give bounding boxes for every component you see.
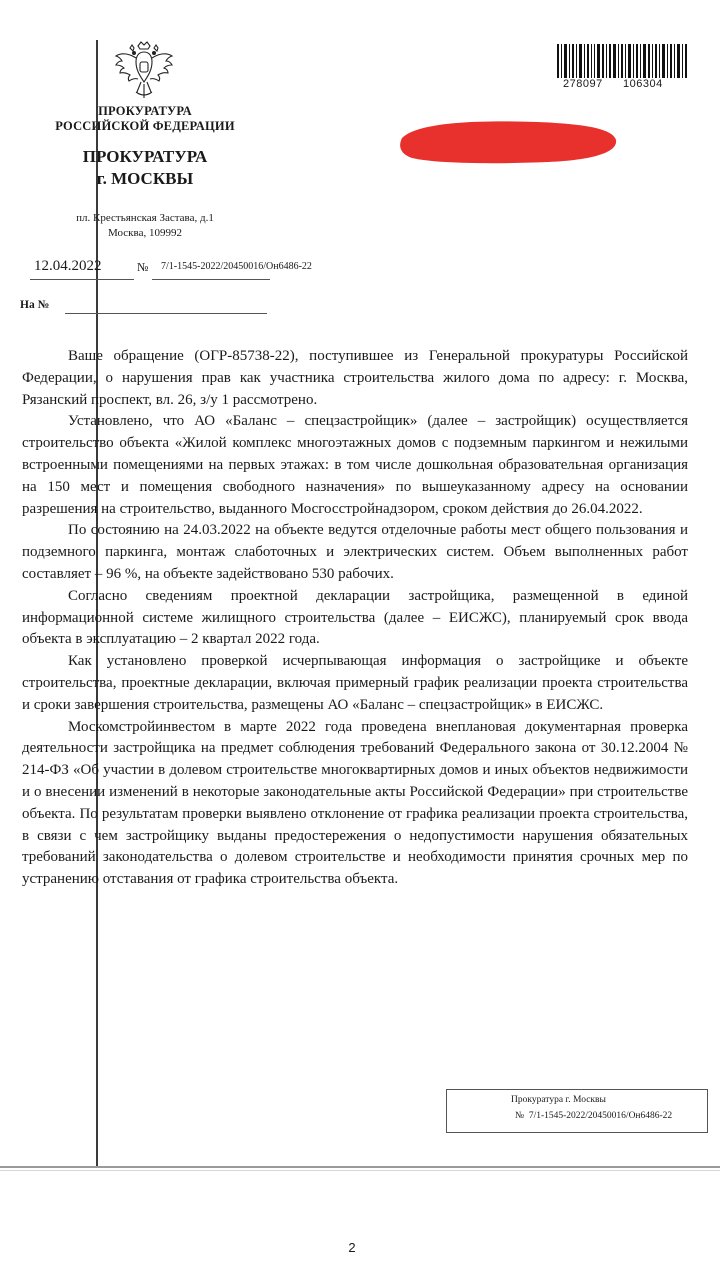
- coat-of-arms-icon: [112, 36, 176, 106]
- paragraph: Установлено, что АО «Баланс – спецзастройщик» (далее – застройщик) осуществляется строительство объекта «Жилой комплекс многоэтажных домов с подземным паркингом и нежилыми встроенными помещениями на первых этажах: в том числе дошкольная образовательная организация на 150 мест и помещения свободного назначения» по вышеуказанному адресу на основании разрешения на строительство, выданного Мосгосстройнадзором, сроком действия до 26.04.2022.: [22, 413, 688, 517]
- paragraph: Москомстройинвестом в марте 2022 года проведена внеплановая документарная проверка деятельности застройщика на предмет соблюдения требований Федерального закона от 30.12.2004 № 214-ФЗ «Об участии в долевом строительстве многоквартирных домов и иных объектов недвижимости и о внесении изменений в некоторые законодательные акты Российской Федерации» при строительстве объекта. По результатам проверки выявлено отклонение от графика реализации проекта строительства, в связи с чем застройщику выданы предостережения о недопустимости нарушения обязательных требований законодательства о долевом строительстве и необходимости принятия срочных мер по устранению отставания от графика строительства объекта.: [22, 718, 688, 888]
- document-date: 12.04.2022: [34, 258, 102, 274]
- date-underline: [30, 279, 134, 280]
- paragraph: Ваше обращение (ОГР-85738-22), поступившее из Генеральной прокуратуры Российской Федерации, о нарушения прав как участника строительства жилого дома по адресу: г. Москва, Рязанский проспект, вл. 26, з/у 1 рассмотрено.: [22, 348, 688, 408]
- page-bottom-edge-shadow: [0, 1170, 720, 1171]
- sender-org-line-1: ПРОКУРАТУРА: [82, 147, 208, 166]
- paragraph: Согласно сведениям проектной декларации застройщика, размещенной в единой информационной системе жилищного строительства (далее – ЕИСЖС), планируемый срок ввода объекта в эксплуатацию – 2 квартал 2022 года.: [22, 587, 688, 648]
- reply-to-label: На №: [20, 299, 50, 311]
- number-underline: [152, 279, 270, 280]
- paragraph: Как установлено проверкой исчерпывающая информация о застройщике и объекте строительства, проектные декларации, включая примерный график реализации проекта строительства и сроки завершения строительства, размещены АО «Баланс – спецзастройщик» в ЕИСЖС.: [22, 653, 688, 713]
- redaction-mark: [398, 116, 620, 168]
- number-sign: №: [137, 260, 149, 274]
- stamp-number-sign: №: [515, 1111, 525, 1121]
- parent-org-line-1: ПРОКУРАТУРА: [98, 104, 192, 118]
- barcode-digits-left: 278097: [563, 78, 603, 90]
- parent-org-line-2: РОССИЙСКОЙ ФЕДЕРАЦИИ: [55, 119, 235, 133]
- stamp-number-value: 7/1-1545-2022/20450016/Он6486-22: [528, 1111, 673, 1121]
- sender-org-line-2: г. МОСКВЫ: [96, 169, 194, 188]
- registration-stamp: [446, 1089, 708, 1133]
- stamp-number: [515, 1111, 672, 1121]
- outgoing-number: 7/1-1545-2022/20450016/Он6486-22: [161, 261, 312, 272]
- paragraph: По состоянию на 24.03.2022 на объекте ведутся отделочные работы мест общего пользования и подземного паркинга, монтаж слаботочных и электрических систем. Объем выполненных работ составляет – 96 %, на объекте задействовано 530 рабочих.: [22, 522, 688, 582]
- reply-to-underline: [65, 313, 267, 314]
- sender-organization: [40, 146, 250, 190]
- page-number: 2: [348, 1240, 356, 1255]
- barcode-digits-right: 106304: [623, 78, 663, 90]
- barcode-icon: [557, 44, 689, 78]
- page-bottom-edge: [0, 1166, 720, 1168]
- sender-address: [40, 211, 250, 241]
- letter-body: [22, 346, 688, 891]
- address-line-2: Москва, 109992: [108, 227, 182, 239]
- address-line-1: пл. Крестьянская Застава, д.1: [76, 212, 214, 224]
- parent-organization: [40, 104, 250, 134]
- stamp-organization: Прокуратура г. Москвы: [511, 1095, 606, 1105]
